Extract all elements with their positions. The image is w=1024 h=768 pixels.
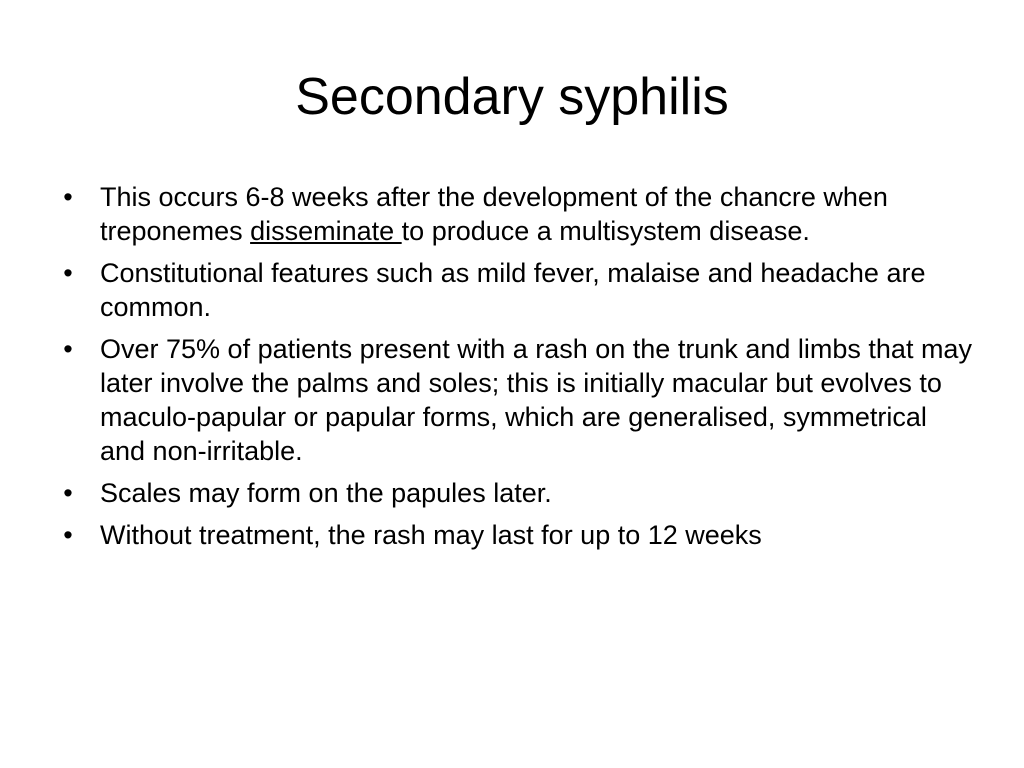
underlined-term: disseminate <box>250 216 402 246</box>
bullet-item <box>58 256 978 324</box>
bullet-list <box>58 180 978 560</box>
bullet-text: Without treatment, the rash may last for up to 12 weeks <box>100 520 762 550</box>
slide-title: Secondary syphilis <box>295 68 729 126</box>
bullet-text: Scales may form on the papules later. <box>100 478 552 508</box>
bullet-icon: • <box>63 478 73 508</box>
bullet-item <box>58 518 978 552</box>
bullet-icon: • <box>63 334 73 364</box>
bullet-icon: • <box>63 182 73 212</box>
bullet-text: Over 75% of patients present with a rash on the trunk and limbs that may later involve the palms and soles; this is initially macular but evolves to maculo-papular or papular forms, which are generalised, symmetrical and non-irritable. <box>100 334 972 466</box>
bullet-text-part: This occurs 6-8 weeks after the development of the chancre when treponemes <box>100 182 888 246</box>
bullet-text: Constitutional features such as mild fever, malaise and headache are common. <box>100 258 926 322</box>
bullet-icon: • <box>63 258 73 288</box>
bullet-item <box>58 180 978 248</box>
bullet-item <box>58 476 978 510</box>
bullet-item <box>58 332 978 468</box>
bullet-text-part: to produce a multisystem disease. <box>401 216 810 246</box>
bullet-icon: • <box>63 520 73 550</box>
